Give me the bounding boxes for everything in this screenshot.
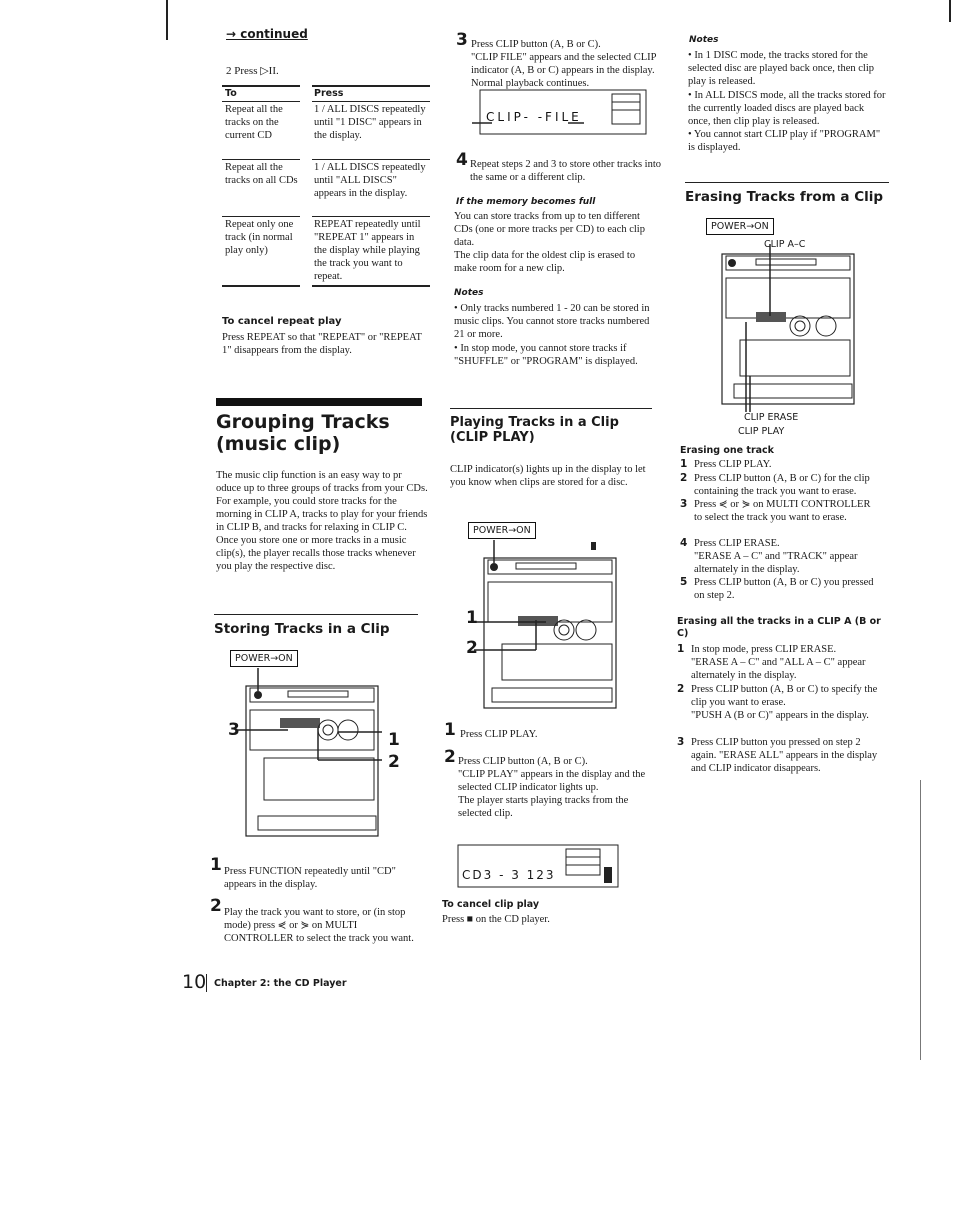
play-step-1-number: 1	[444, 720, 456, 740]
erase-one-step-3-num: 3	[680, 498, 688, 510]
continued-label: → continued	[226, 27, 308, 41]
scan-mark-right	[949, 0, 951, 22]
erase-one-step-4-text: Press CLIP ERASE. "ERASE A – C" and "TRACK" appear alternately in the display.	[694, 538, 858, 575]
scan-mark	[166, 0, 168, 40]
cancel-clip-text: Press ■ on the CD player.	[442, 914, 550, 925]
erase-one-step-3-text: Press ⋞ or ⋟ on MULTI CONTROLLER to select the track you want to erase.	[694, 499, 871, 523]
erase-all-step-3-num: 3	[677, 736, 685, 748]
lcd-display-clip-play	[456, 843, 620, 891]
erasing-all-title: Erasing all the tracks in a CLIP A (B or C)	[677, 616, 881, 639]
erasing-title: Erasing Tracks from a Clip	[685, 189, 884, 205]
middle-callout-2: 2	[466, 638, 478, 658]
erase-all-step-2-num: 2	[677, 683, 685, 695]
erase-one-step-2-num: 2	[680, 472, 688, 484]
power-on-label-right: POWER→ON	[706, 218, 774, 235]
play-step-1-text: Press CLIP PLAY.	[460, 729, 538, 740]
middle-notes-title: Notes	[454, 288, 484, 298]
stereo-illustration-right	[720, 236, 860, 416]
lcd-text-clip-file: CLIP- -FILE	[486, 110, 582, 124]
step-2-line: 2 Press ▷II.	[226, 65, 279, 77]
memory-full-title: If the memory becomes full	[456, 197, 596, 207]
clip-erase-label: CLIP ERASE	[744, 412, 799, 423]
erase-one-step-5-num: 5	[680, 576, 688, 588]
playing-title: Playing Tracks in a Clip (CLIP PLAY)	[450, 415, 619, 445]
scan-edge	[920, 780, 921, 1060]
stereo-illustration	[228, 668, 388, 843]
step-4-text: Repeat steps 2 and 3 to store other tracks into the same or a different clip.	[470, 159, 661, 183]
table-row-1-to: Repeat all the tracks on the current CD	[225, 104, 283, 141]
cancel-repeat-text: Press REPEAT so that "REPEAT" or "REPEAT 1" disappears from the display.	[222, 332, 422, 356]
erase-one-step-4-num: 4	[680, 537, 688, 549]
erase-all-step-2-text: Press CLIP button (A, B or C) to specify the clip you want to erase. "PUSH A (B or C)" appears in the display.	[691, 684, 878, 721]
middle-callout-1: 1	[466, 608, 478, 628]
callout-2: 2	[388, 752, 400, 772]
grouping-text: The music clip function is an easy way to pr oduce up to three groups of tracks from your CDs. For example, you could store tracks for the morning in CLIP A, tracks to play for your friends in CLIP B, and tracks for relaxing in CLIP C. Once you store one or more tracks in a music clip(s), the player recalls those tracks whenever you play the respective disc.	[216, 470, 428, 572]
callout-3: 3	[228, 720, 240, 740]
erase-all-step-1-num: 1	[677, 643, 685, 655]
erase-one-step-1-num: 1	[680, 458, 688, 470]
right-note-1-text: In 1 DISC mode, the tracks stored for the selected disc are played back once, then clip play is released.	[688, 50, 874, 87]
erase-all-step-1-text: In stop mode, press CLIP ERASE. "ERASE A – C" and "ALL A – C" appear alternately in the display.	[691, 644, 866, 681]
right-note-3-text: You cannot start CLIP play if "PROGRAM" is displayed.	[688, 129, 881, 153]
playing-text: CLIP indicator(s) lights up in the display to let you know when clips are stored for a disc.	[450, 464, 646, 488]
power-on-label-middle: POWER→ON	[468, 522, 536, 539]
step-4-number: 4	[456, 150, 468, 170]
chapter-label: Chapter 2: the CD Player	[214, 978, 347, 989]
cancel-repeat-title: To cancel repeat play	[222, 316, 342, 327]
erase-all-step-3-text: Press CLIP button you pressed on step 2 again. "ERASE ALL" appears in the display and CLIP indicator disappears.	[691, 737, 878, 774]
step-1-text: Press FUNCTION repeatedly until "CD" appears in the display.	[224, 866, 396, 890]
lcd-text-clip-play: CD3 - 3 123	[462, 868, 556, 882]
power-on-label: POWER→ON	[230, 650, 298, 667]
right-note-2-text: In ALL DISCS mode, all the tracks stored for the currently loaded discs are played back once, then clip play is released.	[688, 90, 886, 127]
grouping-title: Grouping Tracks (music clip)	[216, 411, 390, 455]
middle-note-2-text: In stop mode, you cannot store tracks if "SHUFFLE" or "PROGRAM" is displayed.	[454, 343, 638, 367]
step-3-number: 3	[456, 30, 468, 50]
right-note-2: • In ALL DISCS mode, all the tracks stored for the currently loaded discs are played back once, then clip play is released.	[688, 90, 886, 127]
erase-one-step-5-text: Press CLIP button (A, B or C) you pressed on step 2.	[694, 577, 874, 601]
callout-1: 1	[388, 730, 400, 750]
middle-note-1-text: Only tracks numbered 1 - 20 can be stored in music clips. You cannot store tracks numbered 21 or more.	[454, 303, 650, 340]
table-row-1-press: 1 / ALL DISCS repeatedly until "1 DISC" appears in the display.	[314, 104, 426, 141]
right-note-3: • You cannot start CLIP play if "PROGRAM" is displayed.	[688, 129, 881, 153]
play-step-2-number: 2	[444, 747, 456, 767]
table-row-2-to: Repeat all the tracks on all CDs	[225, 162, 298, 186]
table-head-to: To	[225, 88, 237, 99]
section-bar	[216, 398, 422, 406]
play-step-2-text: Press CLIP button (A, B or C). "CLIP PLAY" appears in the display and the selected CLIP indicator lights up. The player starts playing tracks from the selected clip.	[458, 756, 646, 819]
erase-one-step-1-text: Press CLIP PLAY.	[694, 459, 772, 470]
right-notes-title: Notes	[689, 35, 719, 45]
table-row-3-press: REPEAT repeatedly until "REPEAT 1" appears in the display while playing the track you want to repeat.	[314, 219, 421, 282]
stereo-illustration-middle	[466, 540, 626, 715]
page-number: 10	[182, 971, 207, 993]
step-1-number: 1	[210, 855, 222, 875]
memory-full-text: You can store tracks from up to ten different CDs (one or more tracks per CD) to each clip data. The clip data for the oldest clip is erased to make room for a new clip.	[454, 211, 645, 274]
table-row-3-to: Repeat only one track (in normal play only)	[225, 219, 294, 256]
middle-note-1: • Only tracks numbered 1 - 20 can be stored in music clips. You cannot store tracks numbered 21 or more.	[454, 303, 650, 340]
step-2-number: 2	[210, 896, 222, 916]
storing-title: Storing Tracks in a Clip	[214, 621, 390, 637]
right-note-1: • In 1 DISC mode, the tracks stored for the selected disc are played back once, then clip play is released.	[688, 50, 874, 87]
table-head-press: Press	[314, 88, 344, 99]
erase-one-step-2-text: Press CLIP button (A, B or C) for the clip containing the track you want to erase.	[694, 473, 870, 497]
middle-note-2: • In stop mode, you cannot store tracks if "SHUFFLE" or "PROGRAM" is displayed.	[454, 343, 638, 367]
cancel-clip-title: To cancel clip play	[442, 899, 540, 910]
erasing-one-title: Erasing one track	[680, 445, 774, 456]
table-row-2-press: 1 / ALL DISCS repeatedly until "ALL DISCS" appears in the display.	[314, 162, 426, 199]
step-3-text: Press CLIP button (A, B or C). "CLIP FILE" appears and the selected CLIP indicator (A, B or C) appears in the display. Normal playback continues.	[471, 39, 657, 89]
step-2-text: Play the track you want to store, or (in stop mode) press ⋞ or ⋟ on MULTI CONTROLLER to select the track you want.	[224, 907, 414, 944]
clip-play-label: CLIP PLAY	[738, 426, 785, 437]
clip-a-c-label: CLIP A–C	[764, 239, 806, 250]
